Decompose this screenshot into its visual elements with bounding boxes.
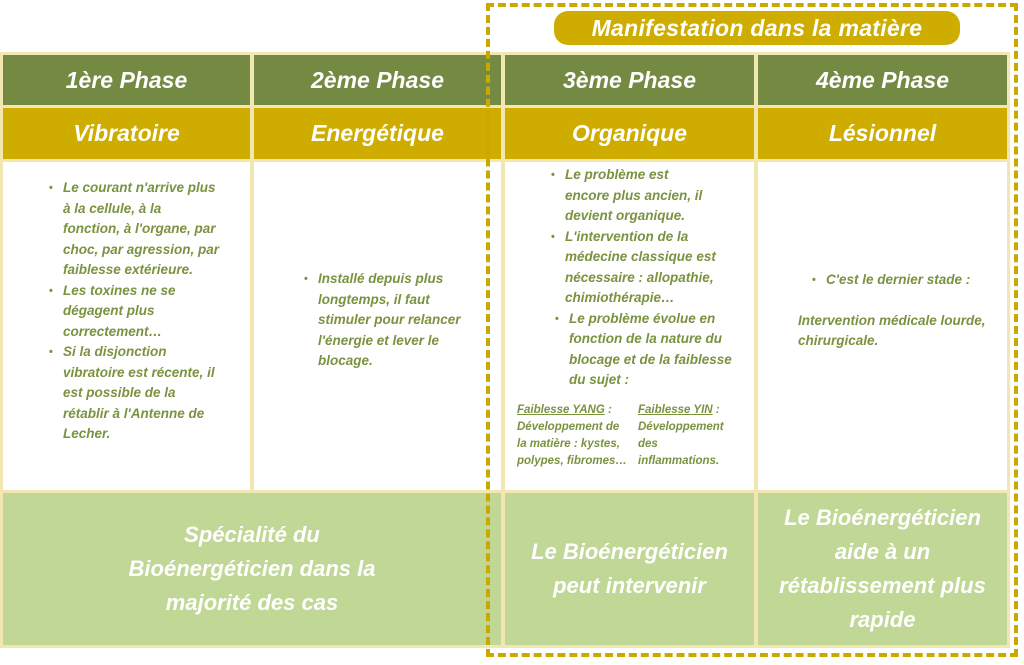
yin-weakness-label: Faiblesse YIN	[638, 404, 713, 416]
phase-3-name: Organique	[505, 108, 754, 159]
phase-2-name: Energétique	[254, 108, 501, 159]
phase-3-description	[505, 162, 754, 490]
footer-specialty: Spécialité du Bioénergéticien dans la majorité des cas	[3, 493, 501, 645]
phase-3-header: 3ème Phase	[505, 55, 754, 105]
list-item: • Le problème est encore plus ancien, il devient organique.	[551, 165, 714, 227]
phase-1-name: Vibratoire	[3, 108, 250, 159]
yang-weakness-note: Faiblesse YANG : Développement de la matière : kystes, polypes, fibromes…	[517, 404, 627, 467]
list-item: • L'intervention de la médecine classique est nécessaire : allopathie, chimiothérapie…	[551, 227, 724, 309]
yin-weakness-note: Faiblesse YIN : Développement des inflammations.	[638, 404, 724, 467]
yin-weakness-text: Développement des inflammations.	[638, 421, 724, 467]
phase-4-name: Lésionnel	[758, 108, 1007, 159]
phase-4-intervention: Intervention médicale lourde, chirurgicale.	[798, 312, 986, 348]
phase-4-description	[758, 162, 1007, 490]
list-item: • Le courant n'arrive plus à la cellule, à la fonction, à l'organe, par choc, par agression, par faiblesse extérieure.	[49, 178, 220, 281]
phase-4-header: 4ème Phase	[758, 55, 1007, 105]
list-item: • Si la disjonction vibratoire est récente, il est possible de la rétablir à l'Antenne de Lecher.	[49, 342, 220, 445]
yang-weakness-label: Faiblesse YANG	[517, 404, 605, 416]
phase-2-header: 2ème Phase	[254, 55, 501, 105]
manifestation-banner: Manifestation dans la matière	[554, 11, 960, 45]
yang-weakness-text: Développement de la matière : kystes, polypes, fibromes…	[517, 421, 627, 467]
list-item: • Installé depuis plus longtemps, il faut stimuler pour relancer l'énergie et lever le blocage.	[304, 269, 475, 372]
footer-can-intervene: Le Bioénergéticien peut intervenir	[505, 493, 754, 645]
list-item: • Le problème évolue en fonction de la nature du blocage et de la faiblesse du sujet :	[555, 309, 734, 391]
list-item: • Les toxines ne se dégagent plus correctement…	[49, 281, 220, 343]
phase-1-header: 1ère Phase	[3, 55, 250, 105]
list-item: • C'est le dernier stade :	[812, 270, 987, 291]
footer-faster-recovery: Le Bioénergéticien aide à un rétablissement plus rapide	[758, 493, 1007, 645]
phase-1-description	[3, 162, 250, 490]
phase-2-description	[254, 162, 501, 490]
phases-table	[0, 52, 1010, 648]
